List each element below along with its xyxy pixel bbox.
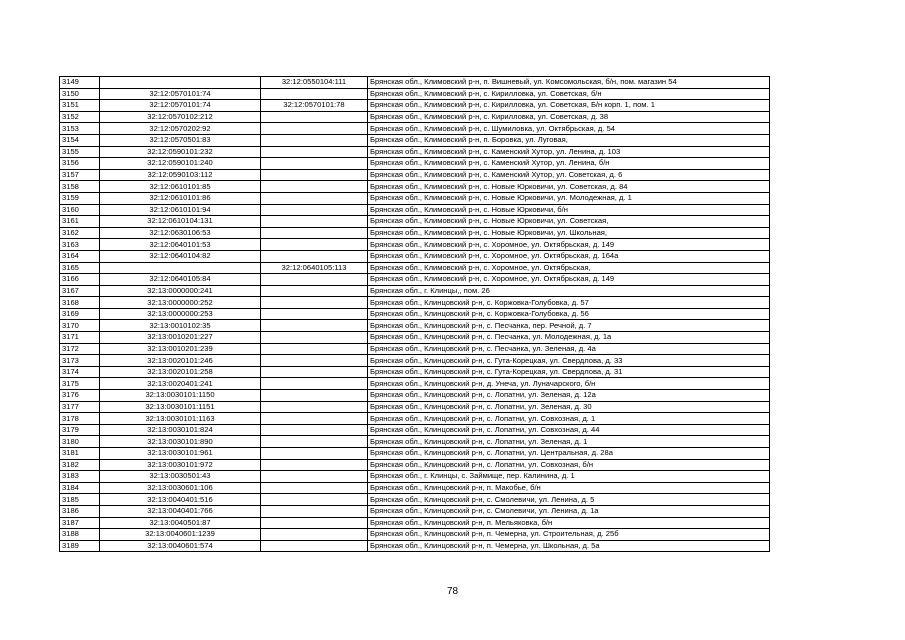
- cadastral-number-cell: 32:13:0000000:252: [100, 297, 261, 309]
- address-cell: Брянская обл., Климовский р-н, с. Шумиловка, ул. Октябрьская, д. 54: [368, 123, 770, 135]
- cadastral-number-secondary-cell: [261, 448, 368, 460]
- cadastral-number-cell: 32:13:0020401:241: [100, 378, 261, 390]
- row-number-cell: 3177: [60, 401, 100, 413]
- cadastral-number-secondary-cell: [261, 401, 368, 413]
- table-row: [60, 111, 770, 123]
- table-row: [60, 505, 770, 517]
- table-row: [60, 77, 770, 89]
- cadastral-number-cell: 32:12:0590101:240: [100, 158, 261, 170]
- address-cell: Брянская обл., Клинцовский р-н, с. Смолевичи, ул. Ленина, д. 1а: [368, 505, 770, 517]
- row-number-cell: 3160: [60, 204, 100, 216]
- address-cell: Брянская обл., Клинцовский р-н, п. Чемерна, ул. Строительная, д. 25б: [368, 529, 770, 541]
- cadastral-number-secondary-cell: [261, 285, 368, 297]
- cadastral-number-cell: 32:12:0570101:74: [100, 100, 261, 112]
- cadastral-number-cell: 32:12:0640101:53: [100, 239, 261, 251]
- cadastral-number-secondary-cell: [261, 355, 368, 367]
- address-cell: Брянская обл., Клинцовский р-н, с. Песчанка, ул. Молодежная, д. 1а: [368, 332, 770, 344]
- row-number-cell: 3157: [60, 169, 100, 181]
- address-cell: Брянская обл., Климовский р-н, с. Каменский Хутор, ул. Ленина, д. 103: [368, 146, 770, 158]
- cadastral-number-secondary-cell: [261, 424, 368, 436]
- address-cell: Брянская обл., Климовский р-н, с. Хоромное, ул. Октябрьская,: [368, 262, 770, 274]
- table-row: [60, 320, 770, 332]
- row-number-cell: 3156: [60, 158, 100, 170]
- cadastral-number-secondary-cell: [261, 297, 368, 309]
- row-number-cell: 3183: [60, 471, 100, 483]
- row-number-cell: 3174: [60, 366, 100, 378]
- row-number-cell: 3158: [60, 181, 100, 193]
- address-cell: Брянская обл., Клинцовский р-н, с. Лопатни, ул. Зеленая, д. 12а: [368, 390, 770, 402]
- cadastral-number-secondary-cell: [261, 413, 368, 425]
- cadastral-number-secondary-cell: 32:12:0550104:111: [261, 77, 368, 89]
- cadastral-number-cell: 32:13:0030101:824: [100, 424, 261, 436]
- table-row: [60, 123, 770, 135]
- cadastral-number-cell: 32:13:0030101:972: [100, 459, 261, 471]
- cadastral-number-secondary-cell: [261, 390, 368, 402]
- row-number-cell: 3149: [60, 77, 100, 89]
- table-row: [60, 100, 770, 112]
- table-row: [60, 517, 770, 529]
- cadastral-number-secondary-cell: [261, 308, 368, 320]
- table-row: [60, 401, 770, 413]
- cadastral-number-secondary-cell: [261, 332, 368, 344]
- cadastral-number-cell: 32:12:0590103:112: [100, 169, 261, 181]
- address-cell: Брянская обл., Климовский р-н, с. Новые Юрковичи, ул. Советская,: [368, 216, 770, 228]
- table-row: [60, 227, 770, 239]
- cadastral-number-cell: 32:12:0570101:74: [100, 88, 261, 100]
- cadastral-number-cell: 32:13:0020101:258: [100, 366, 261, 378]
- cadastral-number-secondary-cell: [261, 540, 368, 552]
- cadastral-number-cell: 32:13:0040601:574: [100, 540, 261, 552]
- table-row: [60, 274, 770, 286]
- table-row: [60, 216, 770, 228]
- cadastral-number-cell: 32:12:0610101:85: [100, 181, 261, 193]
- cadastral-number-cell: [100, 77, 261, 89]
- table-row: [60, 540, 770, 552]
- cadastral-number-cell: 32:12:0640104:82: [100, 250, 261, 262]
- table-row: [60, 494, 770, 506]
- cadastral-number-cell: 32:12:0610101:86: [100, 192, 261, 204]
- page-number: 78: [446, 586, 459, 597]
- cadastral-number-cell: 32:12:0630106:53: [100, 227, 261, 239]
- table-row: [60, 239, 770, 251]
- table-row: [60, 355, 770, 367]
- table-row: [60, 390, 770, 402]
- address-cell: Брянская обл., Клинцовский р-н, с. Лопатни, ул. Совхозная, д. 1: [368, 413, 770, 425]
- row-number-cell: 3189: [60, 540, 100, 552]
- table-row: [60, 262, 770, 274]
- cadastral-number-cell: [100, 262, 261, 274]
- row-number-cell: 3165: [60, 262, 100, 274]
- row-number-cell: 3188: [60, 529, 100, 541]
- table-row: [60, 134, 770, 146]
- address-cell: Брянская обл., Клинцовский р-н, п. Мельяковка, б/н: [368, 517, 770, 529]
- cadastral-number-cell: 32:13:0030101:1151: [100, 401, 261, 413]
- table-row: [60, 343, 770, 355]
- row-number-cell: 3168: [60, 297, 100, 309]
- row-number-cell: 3169: [60, 308, 100, 320]
- row-number-cell: 3172: [60, 343, 100, 355]
- cadastral-number-cell: 32:12:0610101:94: [100, 204, 261, 216]
- row-number-cell: 3152: [60, 111, 100, 123]
- address-cell: Брянская обл., Климовский р-н, с. Кирилловка, ул. Советская, б/н: [368, 88, 770, 100]
- row-number-cell: 3154: [60, 134, 100, 146]
- cadastral-number-secondary-cell: [261, 204, 368, 216]
- registry-table-body: [60, 77, 770, 552]
- cadastral-number-secondary-cell: [261, 192, 368, 204]
- table-row: [60, 529, 770, 541]
- cadastral-number-cell: 32:13:0030101:1163: [100, 413, 261, 425]
- address-cell: Брянская обл., Климовский р-н, с. Хоромное, ул. Октябрьская, д. 164а: [368, 250, 770, 262]
- cadastral-number-secondary-cell: [261, 505, 368, 517]
- address-cell: Брянская обл., Климовский р-н, с. Кирилловка, ул. Советская, Б/н корп. 1, пом. 1: [368, 100, 770, 112]
- cadastral-number-cell: 32:13:0010201:239: [100, 343, 261, 355]
- cadastral-number-cell: 32:13:0030101:1150: [100, 390, 261, 402]
- cadastral-number-cell: 32:13:0030101:890: [100, 436, 261, 448]
- row-number-cell: 3155: [60, 146, 100, 158]
- address-cell: Брянская обл., Климовский р-н, с. Кирилловка, ул. Советская, д. 38: [368, 111, 770, 123]
- address-cell: Брянская обл., Клинцовский р-н, с. Лопатни, ул. Совхозная, д. 44: [368, 424, 770, 436]
- row-number-cell: 3173: [60, 355, 100, 367]
- address-cell: Брянская обл., Клинцовский р-н, д. Унеча, ул. Луначарского, б/н: [368, 378, 770, 390]
- cadastral-number-secondary-cell: [261, 274, 368, 286]
- cadastral-number-secondary-cell: [261, 494, 368, 506]
- cadastral-number-cell: 32:12:0640105:84: [100, 274, 261, 286]
- table-row: [60, 88, 770, 100]
- address-cell: Брянская обл., Климовский р-н, п. Боровка, ул. Луговая,: [368, 134, 770, 146]
- table-row: [60, 413, 770, 425]
- row-number-cell: 3179: [60, 424, 100, 436]
- table-row: [60, 158, 770, 170]
- row-number-cell: 3186: [60, 505, 100, 517]
- cadastral-number-secondary-cell: [261, 146, 368, 158]
- cadastral-number-secondary-cell: [261, 239, 368, 251]
- row-number-cell: 3175: [60, 378, 100, 390]
- address-cell: Брянская обл., Клинцовский р-н, п. Макобье, б/н: [368, 482, 770, 494]
- cadastral-number-cell: 32:13:0040601:1239: [100, 529, 261, 541]
- cadastral-number-cell: 32:13:0020101:246: [100, 355, 261, 367]
- address-cell: Брянская обл., Клинцовский р-н, с. Песчанка, ул. Зеленая, д. 4а: [368, 343, 770, 355]
- row-number-cell: 3181: [60, 448, 100, 460]
- row-number-cell: 3167: [60, 285, 100, 297]
- cadastral-number-secondary-cell: [261, 529, 368, 541]
- address-cell: Брянская обл., Климовский р-н, с. Новые Юрковичи, ул. Молодежная, д. 1: [368, 192, 770, 204]
- cadastral-number-secondary-cell: [261, 181, 368, 193]
- table-row: [60, 308, 770, 320]
- row-number-cell: 3176: [60, 390, 100, 402]
- cadastral-number-secondary-cell: 32:12:0570101:78: [261, 100, 368, 112]
- cadastral-number-cell: 32:13:0040401:516: [100, 494, 261, 506]
- row-number-cell: 3159: [60, 192, 100, 204]
- row-number-cell: 3162: [60, 227, 100, 239]
- row-number-cell: 3163: [60, 239, 100, 251]
- address-cell: Брянская обл., Климовский р-н, п. Вишневый, ул. Комсомольская, б/н, пом. магазин 54: [368, 77, 770, 89]
- cadastral-number-secondary-cell: [261, 158, 368, 170]
- address-cell: Брянская обл., Клинцовский р-н, с. Коржовка-Голубовка, д. 56: [368, 308, 770, 320]
- cadastral-number-cell: 32:12:0570202:92: [100, 123, 261, 135]
- table-row: [60, 378, 770, 390]
- cadastral-number-secondary-cell: [261, 471, 368, 483]
- table-row: [60, 366, 770, 378]
- cadastral-number-secondary-cell: [261, 88, 368, 100]
- cadastral-number-secondary-cell: [261, 320, 368, 332]
- address-cell: Брянская обл., Клинцовский р-н, с. Лопатни, ул. Зеленая, д. 1: [368, 436, 770, 448]
- address-cell: Брянская обл., Клинцовский р-н, с. Песчанка, пер. Речной, д. 7: [368, 320, 770, 332]
- table-row: [60, 297, 770, 309]
- cadastral-number-secondary-cell: [261, 134, 368, 146]
- cadastral-number-secondary-cell: [261, 169, 368, 181]
- row-number-cell: 3182: [60, 459, 100, 471]
- cadastral-number-cell: 32:13:0040501:87: [100, 517, 261, 529]
- address-cell: Брянская обл., Клинцовский р-н, с. Лопатни, ул. Совхозная, б/н: [368, 459, 770, 471]
- row-number-cell: 3150: [60, 88, 100, 100]
- cadastral-number-secondary-cell: [261, 123, 368, 135]
- table-row: [60, 424, 770, 436]
- row-number-cell: 3187: [60, 517, 100, 529]
- cadastral-number-cell: 32:13:0040401:766: [100, 505, 261, 517]
- address-cell: Брянская обл., Клинцовский р-н, с. Гута-Корецкая, ул. Свердлова, д. 31: [368, 366, 770, 378]
- cadastral-number-cell: 32:13:0000000:253: [100, 308, 261, 320]
- cadastral-number-cell: 32:13:0030101:961: [100, 448, 261, 460]
- table-row: [60, 471, 770, 483]
- table-row: [60, 332, 770, 344]
- address-cell: Брянская обл., Климовский р-н, с. Новые Юрковичи, б/н: [368, 204, 770, 216]
- table-row: [60, 192, 770, 204]
- table-row: [60, 459, 770, 471]
- cadastral-number-secondary-cell: [261, 459, 368, 471]
- address-cell: Брянская обл., Климовский р-н, с. Хоромное, ул. Октябрьская, д. 149: [368, 239, 770, 251]
- cadastral-number-secondary-cell: [261, 378, 368, 390]
- cadastral-number-cell: 32:13:0010201:227: [100, 332, 261, 344]
- address-cell: Брянская обл., Клинцовский р-н, с. Гута-Корецкая, ул. Свердлова, д. 33: [368, 355, 770, 367]
- address-cell: Брянская обл., Климовский р-н, с. Каменский Хутор, ул. Советская, д. 6: [368, 169, 770, 181]
- cadastral-number-secondary-cell: [261, 366, 368, 378]
- cadastral-number-cell: 32:13:0010102:35: [100, 320, 261, 332]
- cadastral-number-cell: 32:13:0000000:241: [100, 285, 261, 297]
- table-row: [60, 482, 770, 494]
- row-number-cell: 3151: [60, 100, 100, 112]
- cadastral-number-cell: 32:12:0570102:212: [100, 111, 261, 123]
- cadastral-number-cell: 32:12:0610104:131: [100, 216, 261, 228]
- row-number-cell: 3164: [60, 250, 100, 262]
- cadastral-number-cell: 32:12:0590101:232: [100, 146, 261, 158]
- table-row: [60, 181, 770, 193]
- cadastral-number-secondary-cell: [261, 250, 368, 262]
- row-number-cell: 3170: [60, 320, 100, 332]
- cadastral-number-secondary-cell: [261, 482, 368, 494]
- cadastral-number-secondary-cell: [261, 227, 368, 239]
- cadastral-number-secondary-cell: 32:12:0640105:113: [261, 262, 368, 274]
- address-cell: Брянская обл., г. Клинцы, с. Займище, пер. Калинина, д. 1: [368, 471, 770, 483]
- row-number-cell: 3161: [60, 216, 100, 228]
- row-number-cell: 3184: [60, 482, 100, 494]
- registry-table: [59, 76, 770, 552]
- address-cell: Брянская обл., Клинцовский р-н, п. Чемерна, ул. Школьная, д. 5а: [368, 540, 770, 552]
- table-row: [60, 250, 770, 262]
- cadastral-number-secondary-cell: [261, 216, 368, 228]
- cadastral-number-secondary-cell: [261, 343, 368, 355]
- table-row: [60, 146, 770, 158]
- row-number-cell: 3180: [60, 436, 100, 448]
- address-cell: Брянская обл., Климовский р-н, с. Новые Юрковичи, ул. Школьная,: [368, 227, 770, 239]
- row-number-cell: 3166: [60, 274, 100, 286]
- address-cell: Брянская обл., г. Клинцы,, пом. 26: [368, 285, 770, 297]
- cadastral-number-cell: 32:13:0030601:106: [100, 482, 261, 494]
- address-cell: Брянская обл., Климовский р-н, с. Хоромное, ул. Октябрьская, д. 149: [368, 274, 770, 286]
- table-row: [60, 448, 770, 460]
- address-cell: Брянская обл., Климовский р-н, с. Каменский Хутор, ул. Ленина, б/н: [368, 158, 770, 170]
- table-row: [60, 204, 770, 216]
- table-row: [60, 169, 770, 181]
- table-row: [60, 285, 770, 297]
- row-number-cell: 3178: [60, 413, 100, 425]
- address-cell: Брянская обл., Клинцовский р-н, с. Лопатни, ул. Зеленая, д. 30: [368, 401, 770, 413]
- row-number-cell: 3185: [60, 494, 100, 506]
- table-row: [60, 436, 770, 448]
- cadastral-number-secondary-cell: [261, 436, 368, 448]
- address-cell: Брянская обл., Клинцовский р-н, с. Лопатни, ул. Центральная, д. 28а: [368, 448, 770, 460]
- cadastral-number-cell: 32:12:0570501:83: [100, 134, 261, 146]
- cadastral-number-secondary-cell: [261, 517, 368, 529]
- row-number-cell: 3171: [60, 332, 100, 344]
- address-cell: Брянская обл., Клинцовский р-н, с. Коржовка-Голубовка, д. 57: [368, 297, 770, 309]
- row-number-cell: 3153: [60, 123, 100, 135]
- address-cell: Брянская обл., Клинцовский р-н, с. Смолевичи, ул. Ленина, д. 5: [368, 494, 770, 506]
- address-cell: Брянская обл., Климовский р-н, с. Новые Юрковичи, ул. Советская, д. 84: [368, 181, 770, 193]
- cadastral-number-cell: 32:13:0030501:43: [100, 471, 261, 483]
- cadastral-number-secondary-cell: [261, 111, 368, 123]
